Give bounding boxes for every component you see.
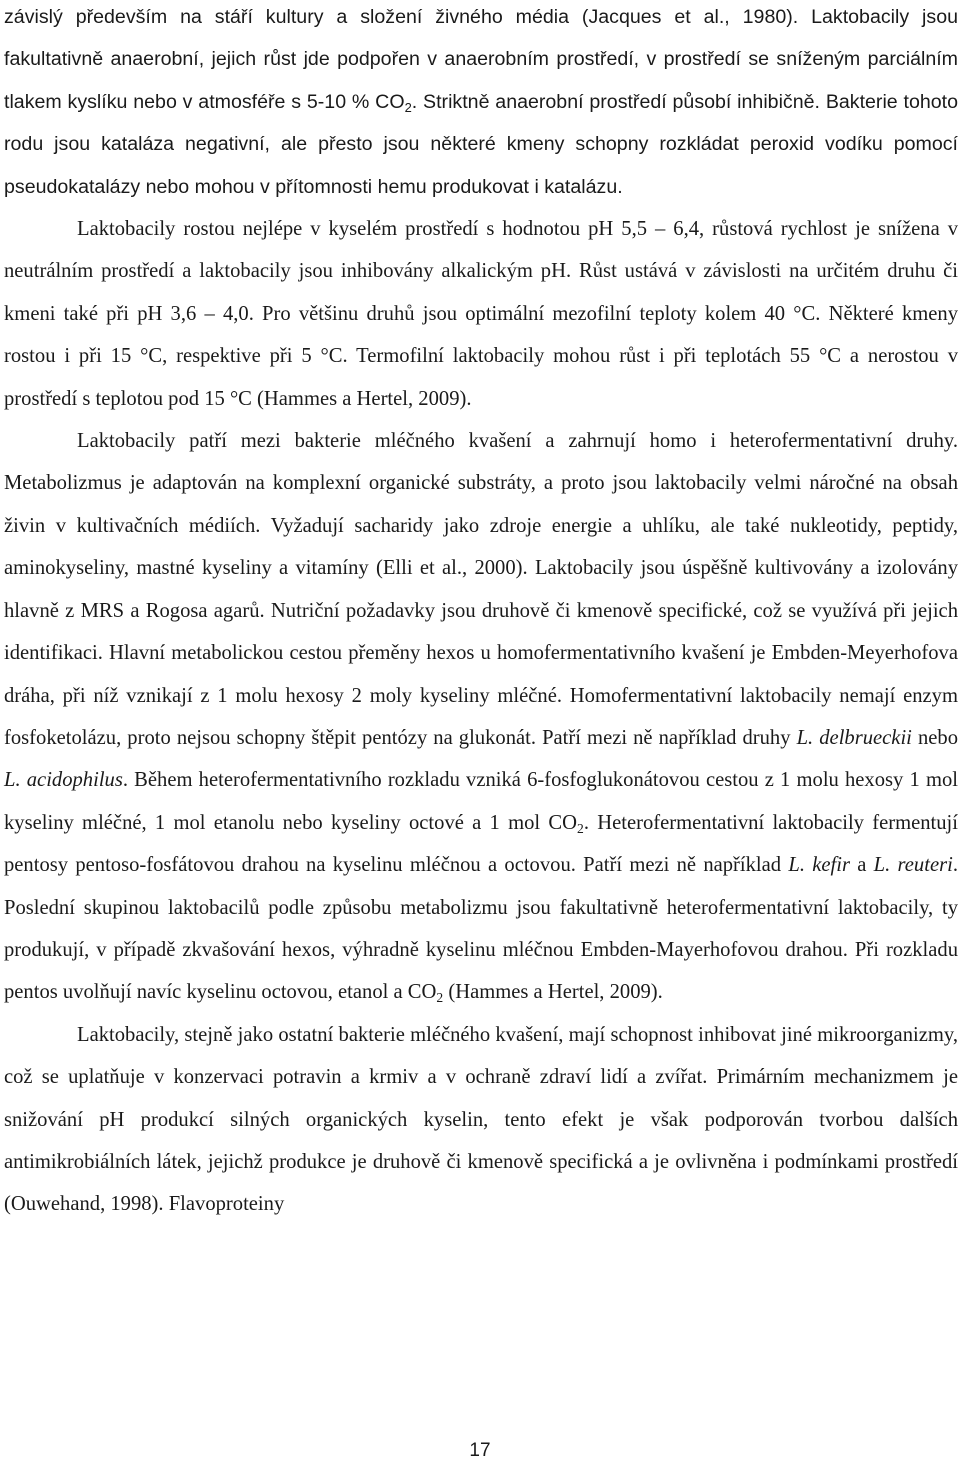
paragraph-1-sentence-1: závislý především na stáří kultury a složení živného média (Jacques et al., 1980). Laktobacily jsou fakultativně anaerobní, jejich růst jde podpořen v anaerobním prostředí, v prostředí se sníženým parciálním tlakem kyslíku nebo v atmosféře s 5-10 % $CO_2$. Striktně anaerobní prostředí působí inhibičně. [4,6,958,115]
paragraph-1 [4,0,958,208]
paragraph-3: Laktobacily patří mezi bakterie mléčného kvašení a zahrnují homo i heterofermentativní druhy. Metabolizmus je adaptován na komplexní organické substráty, a proto jsou laktobacily velmi náročné na obsah živin v kultivačních médiích. Vyžadují sacharidy jako zdroje energie a uhlíku, ale také nukleotidy, peptidy, aminokyseliny, mastné kyseliny a vitamíny (Elli et al., 2000). Laktobacily jsou úspěšně kultivovány a izolovány hlavně z MRS a Rogosa agarů. Nutriční požadavky jsou druhově či kmenově specifické, což se využívá při jejich identifikaci. Hlavní metabolickou cestou přeměny hexos u homofermentativního kvašení je Embden-Meyerhofova dráha, při níž vznikají z 1 molu hexosy 2 moly kyseliny mléčné. Homofermentativní laktobacily nemají enzym fosfoketolázu, proto nejsou schopny štěpit pentózy na glukonát. Patří mezi ně například druhy L. delbrueckii nebo L. acidophilus. Během heterofermentativního rozkladu vzniká 6-fosfoglukonátovou cestou z 1 molu hexosy 1 mol kyseliny mléčné, 1 mol etanolu nebo kyseliny octové a 1 mol $CO_2$. Heterofermentativní laktobacily fermentují pentosy pentoso-fosfátovou drahou na kyselinu mléčnou a octovou. Patří mezi ně například L. kefir a L. reuteri. Poslední skupinou laktobacilů podle způsobu metabolizmu jsou fakultativně heterofermentativní laktobacily, ty produkují, v případě zkvašování hexos, výhradně kyselinu mléčnou Embden-Mayerhofovou drahou. Při rozkladu pentos uvolňují navíc kyselinu octovou, etanol a $CO_2$ (Hammes a Hertel, 2009). [4,430,959,1006]
species-name: L. reuteri [873,854,953,877]
paragraph-1-sentence-2: Bakterie tohoto rodu jsou kataláza negativní, ale přesto jsou některé kmeny schopny rozkládat peroxid vodíku pomocí pseudokatalázy nebo mohou v přítomnosti hemu produkovat i katalázu. [4,90,958,198]
paragraph-4: Laktobacily, stejně jako ostatní bakterie mléčného kvašení, mají schopnost inhibovat jiné mikroorganizmy, což se uplatňuje v konzervaci potravin a krmiv a v ochraně zdraví lidí a zvířat. Primárním mechanizmem je snižování pH produkcí silných organických kyselin, tento efekt je však podporován tvorbou dalších antimikrobiálních látek, jejichž produkce je druhově či kmenově specifická a je ovlivněna i podmínkami prostředí (Ouwehand, 1998). Flavoproteiny [4,1023,958,1216]
paragraph-2: Laktobacily rostou nejlépe v kyselém prostředí s hodnotou pH 5,5 – 6,4, růstová rychlost je snížena v neutrálním prostředí a laktobacily jsou inhibovány alkalickým pH. Růst ustává v závislosti na určitém druhu či kmeni také při pH 3,6 – 4,0. Pro většinu druhů jsou optimální mezofilní teploty kolem 40 °C. Některé kmeny rostou i při 15 °C, respektive při 5 °C. Termofilní laktobacily mohou růst i při teplotách 55 °C a nerostou v prostředí s teplotou pod 15 °C (Hammes a Hertel, 2009). [4,218,958,410]
species-name: L. delbrueckii [796,726,912,749]
page-number: 17 [469,1440,491,1461]
species-name: L. acidophilus [4,769,123,792]
body-text [4,0,958,1226]
species-name: L. kefir [788,854,850,877]
